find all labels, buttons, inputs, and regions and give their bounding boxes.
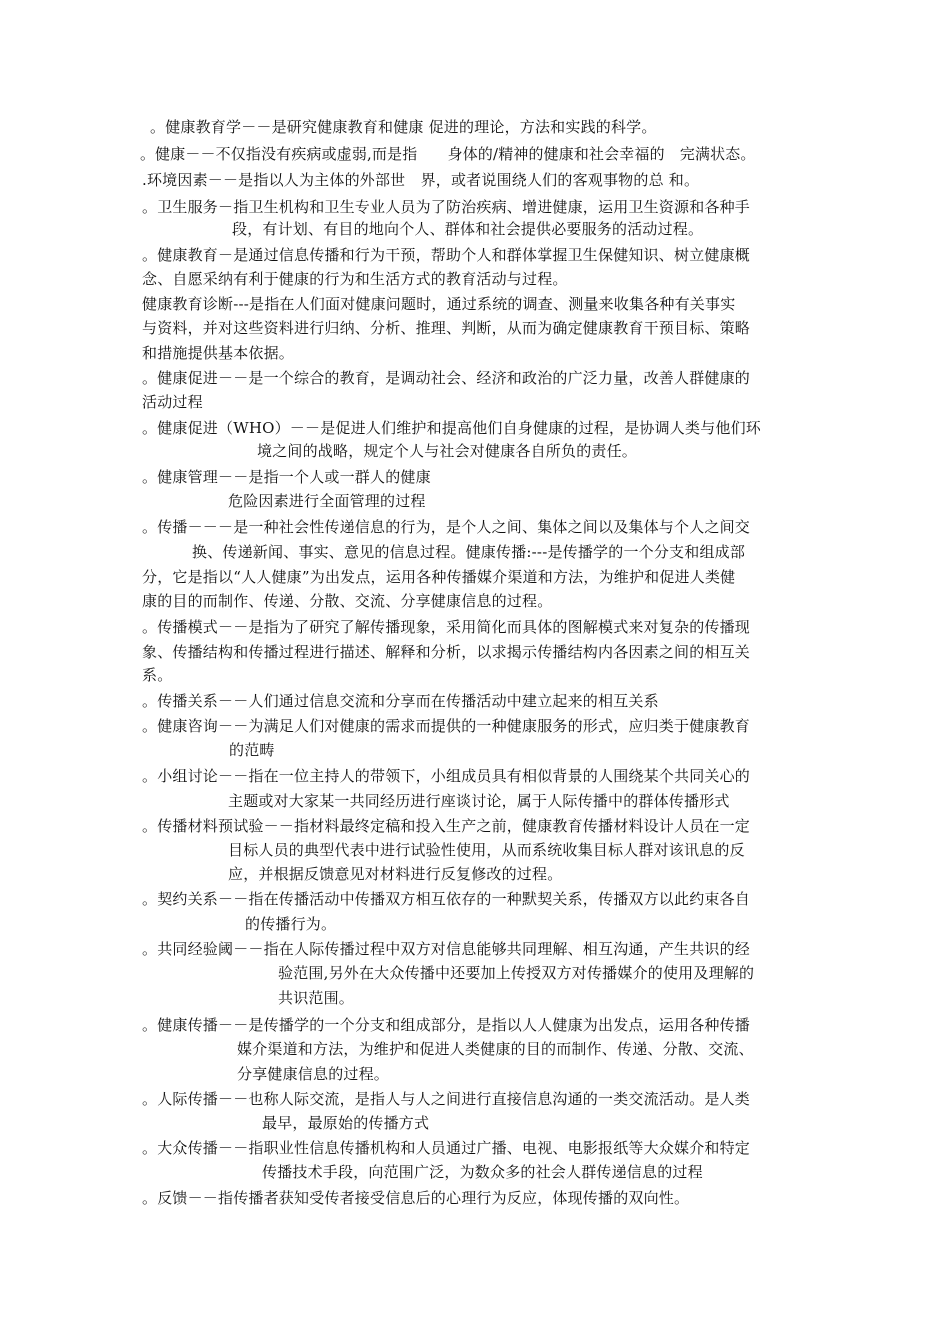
text-line: 活动过程 xyxy=(142,393,203,411)
text-line: 。契约关系－－指在传播活动中传播双方相互依存的一种默契关系，传播双方以此约束各自 xyxy=(142,890,751,908)
text-line: 念、自愿采纳有利于健康的行为和生活方式的教育活动与过程。 xyxy=(142,270,568,288)
text-line: 象、传播结构和传播过程进行描述、解释和分析，以求揭示传播结构内各因素之间的相互关 xyxy=(142,643,751,661)
text-line: 。传播－－－是一种社会性传递信息的行为，是个人之间、集体之间以及集体与个人之间交 xyxy=(142,518,751,536)
text-line: 应，并根据反馈意见对材料进行反复修改的过程。 xyxy=(228,865,563,883)
text-line: 健康教育诊断---是指在人们面对健康问题时，通过系统的调查、测量来收集各种有关事实 xyxy=(142,295,736,313)
text-line: 换、传递新闻、事实、意见的信息过程。健康传播:---是传播学的一个分支和组成部 xyxy=(192,543,746,561)
text-line: 。小组讨论－－指在一位主持人的带领下，小组成员具有相似背景的人围绕某个共同关心的 xyxy=(142,767,751,785)
text-line: 传播技术手段，向范围广泛，为数众多的社会人群传递信息的过程 xyxy=(262,1163,703,1181)
text-line: 段，有计划、有目的地向个人、群体和社会提供必要服务的活动过程。 xyxy=(232,220,704,238)
text-line: 。共同经验阈－－指在人际传播过程中双方对信息能够共同理解、相互沟通，产生共识的经 xyxy=(142,940,751,958)
text-line: 媒介渠道和方法，为维护和促进人类健康的目的而制作、传递、分散、交流、 xyxy=(237,1040,754,1058)
text-line: 。健康咨询－－为满足人们对健康的需求而提供的一种健康服务的形式，应归类于健康教育 xyxy=(142,717,751,735)
text-line: 分，它是指以“人人健康”为出发点，运用各种传播媒介渠道和方法，为维护和促进人类健 xyxy=(142,568,736,586)
text-line: 。健康－－不仅指没有疾病或虚弱,而是指 身体的/精神的健康和社会幸福的 完满状态。 xyxy=(140,145,756,163)
text-line: 。健康促进（WHO）－－是促进人们维护和提高他们自身健康的过程，是协调人类与他们环 xyxy=(142,419,761,437)
text-line: 系。 xyxy=(142,666,173,684)
text-line: 与资料，并对这些资料进行归纳、分析、推理、判断，从而为确定健康教育干预目标、策略 xyxy=(142,319,751,337)
text-line: 康的目的而制作、传递、分散、交流、分享健康信息的过程。 xyxy=(142,592,553,610)
text-line: 。卫生服务－指卫生机构和卫生专业人员为了防治疾病、增进健康，运用卫生资源和各种手 xyxy=(142,198,751,216)
text-line: 最早，最原始的传播方式 xyxy=(262,1114,430,1132)
text-line: 。传播模式－－是指为了研究了解传播现象，采用简化而具体的图解模式来对复杂的传播现 xyxy=(142,618,751,636)
text-line: 的传播行为。 xyxy=(245,915,337,933)
text-line: 。传播材料预试验－－指材料最终定稿和投入生产之前，健康教育传播材料设计人员在一定 xyxy=(142,817,751,835)
text-line: 的范畴 xyxy=(229,741,275,759)
text-line: 共识范围。 xyxy=(278,989,355,1007)
text-line: 和措施提供基本依据。 xyxy=(142,344,295,362)
text-line: 危险因素进行全面管理的过程 xyxy=(228,492,426,510)
text-line: 。反馈－－指传播者获知受传者接受信息后的心理行为反应，体现传播的双向性。 xyxy=(142,1189,690,1207)
text-line: 。健康管理－－是指一个人或一群人的健康 xyxy=(142,468,431,486)
text-line: 。健康教育学－－是研究健康教育和健康 促进的理论，方法和实践的科学。 xyxy=(150,118,657,136)
text-line: 。传播关系－－人们通过信息交流和分享而在传播活动中建立起来的相互关系 xyxy=(142,692,659,710)
text-line: 。健康传播－－是传播学的一个分支和组成部分，是指以人人健康为出发点，运用各种传播 xyxy=(142,1016,751,1034)
text-line: 主题或对大家某一共同经历进行座谈讨论，属于人际传播中的群体传播形式 xyxy=(228,792,730,810)
text-line: 。健康促进－－是一个综合的教育，是调动社会、经济和政治的广泛力量，改善人群健康的 xyxy=(142,369,751,387)
text-line: 境之间的战略，规定个人与社会对健康各自所负的责任。 xyxy=(257,442,638,460)
text-line: 分享健康信息的过程。 xyxy=(237,1065,390,1083)
text-line: 。大众传播－－指职业性信息传播机构和人员通过广播、电视、电影报纸等大众媒介和特定 xyxy=(142,1139,751,1157)
text-line: 目标人员的典型代表中进行试验性使用，从而系统收集目标人群对该讯息的反 xyxy=(228,841,745,859)
text-line: 验范围,另外在大众传播中还要加上传授双方对传播媒介的使用及理解的 xyxy=(278,964,755,982)
text-line: 。人际传播－－也称人际交流，是指人与人之间进行直接信息沟通的一类交流活动。是人类 xyxy=(142,1090,751,1108)
text-line: .环境因素－－是指以人为主体的外部世 界，或者说围绕人们的客观事物的总 和。 xyxy=(142,171,700,189)
text-line: 。健康教育－是通过信息传播和行为干预，帮助个人和群体掌握卫生保健知识、树立健康概 xyxy=(142,246,751,264)
